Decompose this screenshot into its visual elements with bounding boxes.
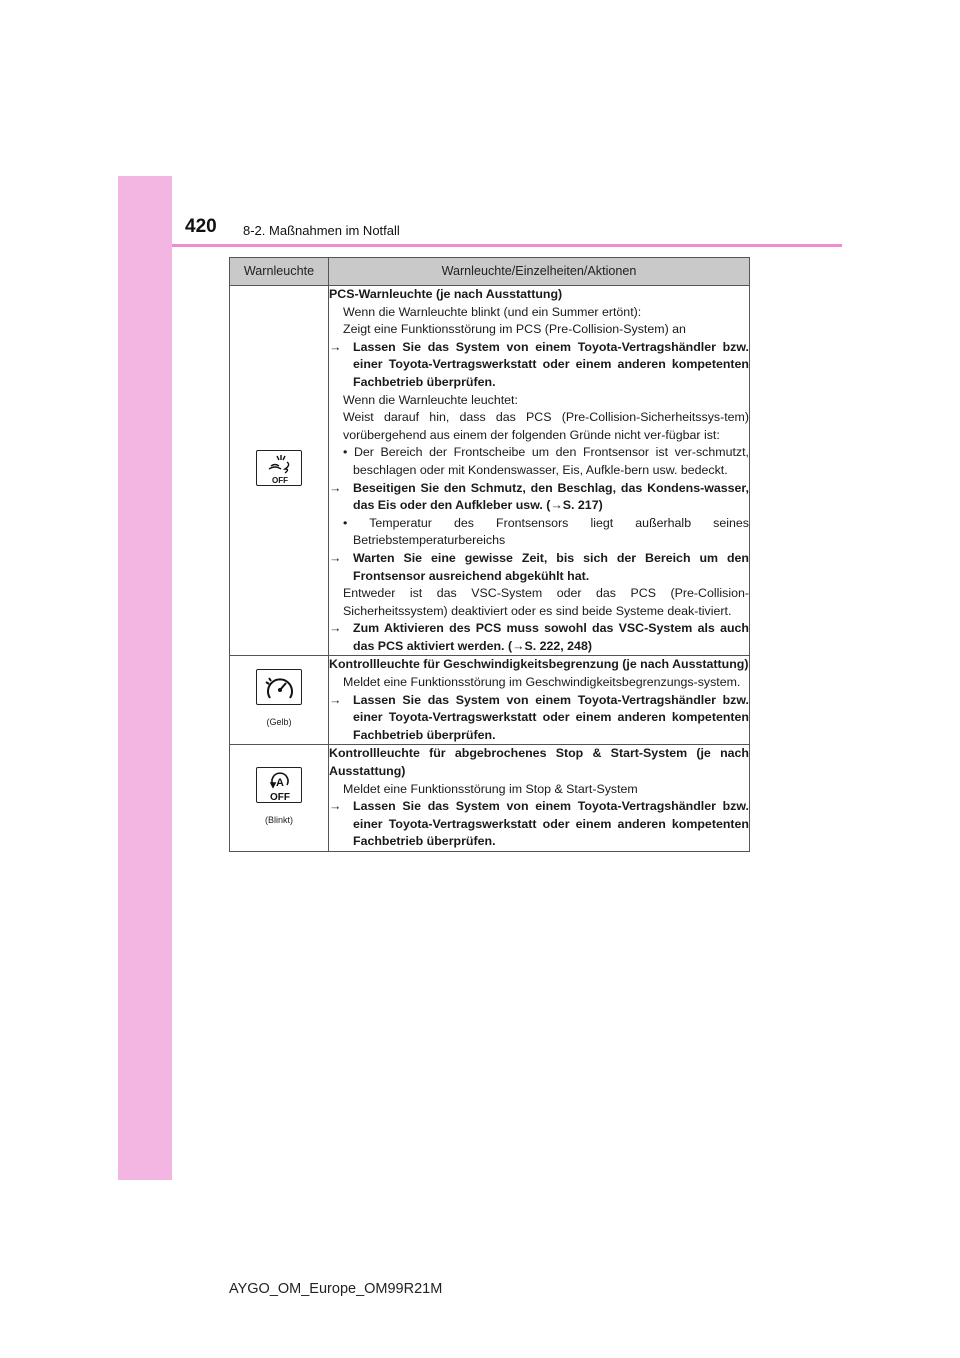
action-line	[329, 798, 749, 851]
detail-line: Meldet eine Funktionsstörung im Stop & Start-System	[343, 781, 638, 796]
pcs-off-icon	[256, 450, 302, 486]
bullet-line: • Temperatur des Frontsensors liegt außerhalb seines Betriebstemperaturbereichs	[343, 515, 749, 548]
svg-text:OFF: OFF	[272, 475, 288, 485]
detail-line: Wenn die Warnleuchte leuchtet:	[343, 392, 518, 407]
light-title: Kontrollleuchte für Geschwindigkeitsbegrenzung (je nach Ausstattung)	[329, 657, 749, 672]
page-number: 420	[185, 216, 217, 237]
detail-line: Wenn die Warnleuchte blinkt (und ein Summer ertönt):	[343, 304, 642, 319]
description-cell	[329, 656, 750, 745]
table-row	[230, 745, 750, 852]
table-row	[230, 656, 750, 745]
action-line	[329, 480, 749, 515]
speed-limiter-icon	[256, 669, 302, 705]
action-text: Zum Aktivieren des PCS muss sowohl das VSC-System als auch das PCS aktiviert werden. (→S. 222, 248)	[353, 621, 749, 653]
table-header-row	[230, 258, 750, 286]
header-rule	[172, 244, 842, 247]
action-line	[329, 339, 749, 392]
column-header: Warnleuchte/Einzelheiten/Aktionen	[329, 258, 750, 286]
arrow-icon: →	[329, 480, 342, 495]
arrow-icon: →	[329, 692, 342, 707]
icon-cell	[230, 656, 329, 745]
light-title: PCS-Warnleuchte (je nach Ausstattung)	[329, 287, 563, 301]
arrow-icon: →	[329, 799, 342, 814]
action-text: Lassen Sie das System von einem Toyota-Vertragshändler bzw. einer Toyota-Vertragswerkstatt oder einem anderen kompetenten Fachbetrieb überprüfen.	[353, 692, 749, 742]
bullet-line: • Der Bereich der Frontscheibe um den Frontsensor ist ver-schmutzt, beschlagen oder mit Kondenswasser, Eis, Aufkle-bern usw. bedeckt.	[343, 445, 749, 477]
action-line	[329, 620, 749, 655]
action-text: Lassen Sie das System von einem Toyota-Vertragshändler bzw. einer Toyota-Vertragswerkstatt oder einem anderen kompetenten Fachbetrieb überprüfen.	[353, 339, 749, 389]
table-row	[230, 286, 750, 656]
description-cell	[329, 286, 750, 656]
light-title: Kontrollleuchte für abgebrochenes Stop & Start-System (je nach Ausstattung)	[329, 746, 749, 779]
arrow-icon: →	[329, 621, 342, 636]
action-text: Warten Sie eine gewisse Zeit, bis sich der Bereich um den Frontsensor ausreichend abgekühlt hat.	[353, 550, 749, 583]
detail-line: Meldet eine Funktionsstörung im Geschwindigkeitsbegrenzungs-system.	[343, 675, 741, 690]
stop-start-off-icon	[256, 767, 302, 803]
action-text: Lassen Sie das System von einem Toyota-Vertragshändler bzw. einer Toyota-Vertragswerkstatt oder einem anderen kompetenten Fachbetrieb überprüfen.	[353, 799, 749, 849]
detail-line: Entweder ist das VSC-System oder das PCS (Pre-Collision-Sicherheitssystem) deaktiviert oder es sind beide Systeme deak-tiviert.	[343, 586, 749, 618]
action-line	[329, 692, 749, 745]
icon-cell	[230, 286, 329, 656]
svg-text:A: A	[276, 777, 284, 790]
arrow-icon: →	[329, 339, 342, 354]
column-header: Warnleuchte	[230, 258, 329, 286]
icon-caption: (Blinkt)	[264, 814, 293, 825]
action-text: Beseitigen Sie den Schmutz, den Beschlag, das Kondens-wasser, das Eis oder den Aufkleber usw. (→S. 217)	[353, 480, 749, 513]
icon-cell	[230, 745, 329, 852]
document-id: AYGO_OM_Europe_OM99R21M	[229, 1281, 443, 1297]
section-title: 8-2. Maßnahmen im Notfall	[243, 223, 400, 238]
detail-line: Zeigt eine Funktionsstörung im PCS (Pre-Collision-System) an	[343, 322, 686, 337]
detail-line: Weist darauf hin, dass das PCS (Pre-Collision-Sicherheitssys-tem) vorübergehend aus einem der folgenden Gründe nicht ver-fügbar ist:	[343, 410, 749, 442]
description-cell	[329, 745, 750, 852]
warning-light-table	[229, 257, 750, 852]
side-tab	[118, 176, 172, 1180]
action-line	[329, 550, 749, 585]
arrow-icon: →	[329, 550, 342, 565]
icon-caption: (Gelb)	[266, 716, 292, 727]
svg-text:OFF: OFF	[270, 792, 290, 804]
